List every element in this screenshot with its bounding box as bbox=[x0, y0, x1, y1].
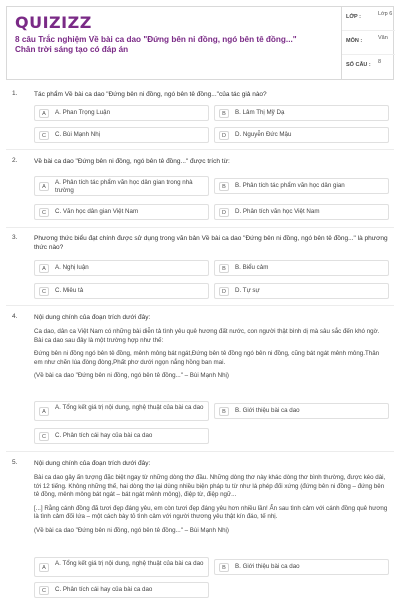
option-letter: D bbox=[219, 131, 229, 140]
option-letter: A bbox=[39, 563, 49, 572]
passage-citation: (Về bài ca dao "Đứng bên ni đồng, ngó bên tê đồng..." – Bùi Mạnh Nhị) bbox=[34, 526, 229, 534]
passage-citation: (Về bài ca dao "Đứng bên ni đồng, ngó bên tê đồng..." – Bùi Mạnh Nhị) bbox=[34, 372, 229, 380]
option-c[interactable] bbox=[34, 582, 209, 598]
option-text: D. Phân tích văn học Việt Nam bbox=[235, 208, 320, 215]
option-letter: B bbox=[219, 182, 229, 191]
socau-label: SỐ CÂU : bbox=[346, 62, 371, 68]
option-letter: C bbox=[39, 208, 49, 217]
option-b[interactable] bbox=[214, 178, 389, 194]
option-b[interactable] bbox=[214, 260, 389, 276]
worksheet-header bbox=[6, 6, 394, 80]
option-letter: B bbox=[219, 264, 229, 273]
option-text: C. Bùi Mạnh Nhị bbox=[55, 131, 101, 138]
socau-value: 8 bbox=[378, 59, 382, 65]
question-number: 1. bbox=[12, 90, 18, 97]
passage-paragraph: Bài ca dao gây ấn tượng đặc biệt ngay từ những dòng thơ đầu. Những dòng thơ này khác dòng thơ bình thường, được kéo dài, tới 12 tiếng. Không những thế, hai dòng thơ lại dùng nhiều biện pháp tu từ như lá phép đối xứng (đứng bên ni đồng – đứng bên tê đồng, mênh mông bát ngát – bát ngát mênh mông), điệp từ, điệp ngữ... bbox=[34, 474, 386, 499]
option-text: A. Phan Trọng Luận bbox=[55, 109, 111, 116]
divider bbox=[6, 149, 394, 150]
option-text: A. Tổng kết giá trị nội dung, nghệ thuật của bài ca dao bbox=[55, 404, 204, 411]
option-b[interactable] bbox=[214, 105, 389, 121]
quizizz-logo: QUIZIZZ bbox=[15, 13, 92, 32]
option-letter: A bbox=[39, 109, 49, 118]
question-text: Nội dung chính của đoạn trích dưới đây: bbox=[34, 460, 151, 467]
option-letter: D bbox=[219, 287, 229, 296]
option-a[interactable] bbox=[34, 260, 209, 276]
option-d[interactable] bbox=[214, 127, 389, 143]
option-text: A. Phân tích tác phẩm văn học dân gian trong nhà trường bbox=[55, 179, 193, 194]
passage bbox=[34, 328, 389, 381]
option-a[interactable] bbox=[34, 401, 209, 421]
option-a[interactable] bbox=[34, 557, 209, 577]
option-d[interactable] bbox=[214, 204, 389, 220]
option-text: B. Lâm Thị Mỹ Dạ bbox=[235, 109, 285, 116]
option-letter: C bbox=[39, 287, 49, 296]
option-text: A. Tổng kết giá trị nội dung, nghệ thuật của bài ca dao bbox=[55, 560, 204, 567]
option-d[interactable] bbox=[214, 283, 389, 299]
option-letter: A bbox=[39, 182, 49, 191]
option-letter: B bbox=[219, 109, 229, 118]
option-letter: C bbox=[39, 131, 49, 140]
question-text: Phương thức biểu đạt chính được sử dụng trong văn bản Về bài ca dao "Đứng bên ni đồng, ngó bên tê đồng..." là phương thức nào? bbox=[34, 235, 388, 251]
option-text: B. Giới thiệu bài ca dao bbox=[235, 407, 300, 414]
question-text: Tác phẩm Về bài ca dao "Đứng bên ni đồng, ngó bên tê đồng..."của tác giả nào? bbox=[34, 91, 267, 98]
option-a[interactable] bbox=[34, 105, 209, 121]
option-a[interactable] bbox=[34, 176, 209, 196]
passage-paragraph: [...] Rằng cánh đồng đã tươi đẹp đáng yêu, em còn tươi đẹp đáng yêu hơn nhiều lần! Ẩn sau tình cảm với cánh đồng quê hương là tình cảm đối lứa – một cách bày tỏ tình cảm với người thương yêu thật kín đáo, tế nhị. bbox=[34, 504, 388, 521]
option-text: B. Giới thiệu bài ca dao bbox=[235, 563, 300, 570]
mon-label: MÔN : bbox=[346, 38, 363, 44]
divider bbox=[6, 305, 394, 306]
passage bbox=[34, 474, 389, 536]
option-letter: D bbox=[219, 208, 229, 217]
meta-panel bbox=[341, 7, 395, 79]
question-number: 5. bbox=[12, 459, 18, 466]
option-c[interactable] bbox=[34, 283, 209, 299]
option-letter: A bbox=[39, 264, 49, 273]
option-text: C. Phân tích cái hay của bài ca dao bbox=[55, 586, 153, 593]
question-text: Về bài ca dao "Đứng bên ni đồng, ngó bên tê đồng..." được trích từ: bbox=[34, 158, 230, 165]
mon-value: Văn bbox=[378, 35, 388, 41]
option-b[interactable] bbox=[214, 403, 389, 419]
option-text: C. Văn học dân gian Việt Nam bbox=[55, 208, 139, 215]
meta-row-mon bbox=[342, 31, 395, 55]
option-b[interactable] bbox=[214, 559, 389, 575]
option-letter: A bbox=[39, 407, 49, 416]
divider bbox=[6, 227, 394, 228]
question-number: 3. bbox=[12, 234, 18, 241]
meta-row-socau bbox=[342, 55, 395, 79]
option-text: A. Nghị luận bbox=[55, 264, 89, 271]
passage-paragraph: Đứng bên ni đồng ngó bên tê đồng, mênh mông bát ngát,Đứng bên tê đồng ngó bên ni đồng, cũng bát ngát mênh mông.Thân em như chẽn lúa đòng đòng,Phất phơ dưới ngọn nắng hồng ban mai. bbox=[34, 350, 380, 366]
option-c[interactable] bbox=[34, 428, 209, 444]
question-text: Nội dung chính của đoạn trích dưới đây: bbox=[34, 314, 151, 321]
lop-label: LỚP : bbox=[346, 14, 361, 20]
option-c[interactable] bbox=[34, 127, 209, 143]
meta-row-lop bbox=[342, 7, 395, 31]
option-text: B. Phân tích tác phẩm văn học dân gian bbox=[235, 182, 345, 189]
option-c[interactable] bbox=[34, 204, 209, 220]
option-text: D. Tự sự bbox=[235, 287, 260, 294]
option-letter: B bbox=[219, 407, 229, 416]
option-letter: C bbox=[39, 432, 49, 441]
option-letter: C bbox=[39, 586, 49, 595]
option-text: B. Biểu cảm bbox=[235, 264, 269, 271]
option-letter: B bbox=[219, 563, 229, 572]
worksheet-title: 8 câu Trắc nghiệm Về bài ca dao "Đứng bên ni đồng, ngó bên tê đồng..." Chân trời sáng tạo có đáp án bbox=[15, 35, 297, 54]
passage-paragraph: Ca dao, dân ca Việt Nam có những bài diễn tả tình yêu quê hương đất nước, con người thật bình dị mà sâu sắc đến khó ngờ. Bài ca dao sau đây là một trường hợp như thế: bbox=[34, 328, 380, 344]
question-number: 2. bbox=[12, 157, 18, 164]
lop-value: Lớp 6 bbox=[378, 11, 393, 17]
option-text: D. Nguyễn Đức Mậu bbox=[235, 131, 292, 138]
question-number: 4. bbox=[12, 313, 18, 320]
option-text: C. Phân tích cái hay của bài ca dao bbox=[55, 432, 153, 439]
divider bbox=[6, 451, 394, 452]
option-text: C. Miêu tả bbox=[55, 287, 84, 294]
